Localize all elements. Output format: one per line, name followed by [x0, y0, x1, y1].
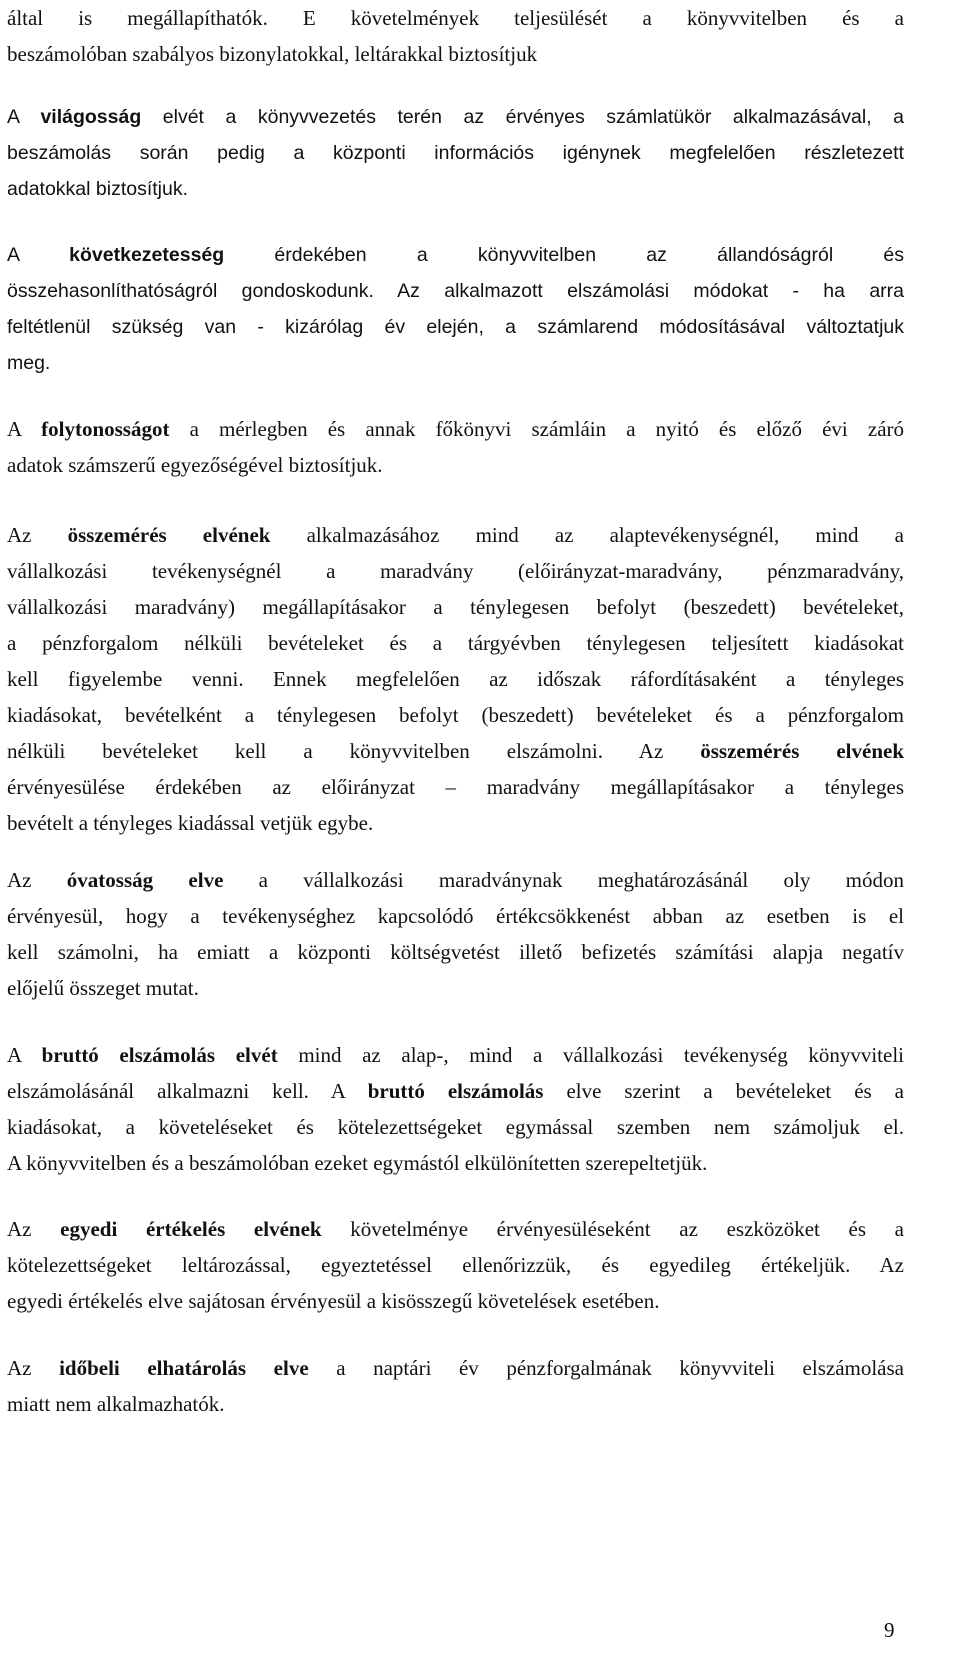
text-run: a mérlegben és annak főkönyvi számláin a nyitó és előző évi záró	[169, 417, 905, 441]
text-line	[7, 1211, 904, 1247]
text-line	[7, 697, 904, 733]
text-run: egyedi értékelés elve sajátosan érvényesül a kisösszegű követelések esetében.	[7, 1289, 660, 1313]
bold-term: bruttó elszámolás	[367, 1079, 544, 1103]
text-line	[7, 0, 904, 36]
bold-term: összemérés elvének	[700, 739, 904, 763]
text-run: A könyvvitelben és a beszámolóban ezeket egymástól elkülönítetten szerepeltetjük.	[7, 1151, 708, 1175]
paragraph-idobeli-elhatarolas	[7, 1350, 904, 1422]
text-run: beszámolóban szabályos bizonylatokkal, leltárakkal biztosítjuk	[7, 42, 538, 66]
text-run: meg.	[7, 352, 51, 374]
paragraph-brutto-elszamolas	[7, 1037, 904, 1181]
text-line	[7, 1037, 904, 1073]
text-line	[7, 625, 904, 661]
text-line	[7, 1283, 904, 1319]
text-run: érvényesül, hogy a tevékenységhez kapcsolódó értékcsökkenést abban az esetben is el	[7, 904, 904, 928]
text-run: elvét a könyvvezetés terén az érvényes számlatükör alkalmazásával, a	[141, 106, 904, 128]
text-line	[7, 1145, 904, 1181]
text-line	[7, 589, 904, 625]
text-run: kell számolni, ha emiatt a központi költségvetést illető befizetés számítási alapja negatív	[7, 940, 904, 964]
bold-term: időbeli elhatárolás elve	[59, 1356, 309, 1380]
paragraph-egyedi-ertekeles	[7, 1211, 904, 1319]
text-run: elszámolásánál alkalmazni kell. A	[7, 1079, 368, 1103]
text-line	[7, 447, 904, 483]
paragraph-folytonossag	[7, 411, 904, 483]
text-line	[7, 1247, 904, 1283]
text-run: adatok számszerű egyezőségével biztosítjuk.	[7, 453, 383, 477]
paragraph-ovatossag	[7, 862, 904, 1006]
text-line	[7, 733, 904, 769]
text-run: kell figyelembe venni. Ennek megfelelően az időszak ráfordításaként a tényleges	[7, 667, 904, 691]
text-line	[7, 934, 904, 970]
text-run: miatt nem alkalmazhatók.	[7, 1392, 225, 1416]
text-line	[7, 135, 904, 171]
text-line	[7, 411, 904, 447]
text-run: Az	[7, 1356, 60, 1380]
text-line	[7, 345, 904, 381]
bold-term: bruttó elszámolás elvét	[41, 1043, 278, 1067]
paragraph-kovetkezetesseg	[7, 237, 904, 381]
text-run: A	[7, 106, 41, 128]
text-run: követelménye érvényesüléseként az eszközöket és a	[321, 1217, 905, 1241]
bold-term: folytonosságot	[41, 417, 170, 441]
text-line	[7, 661, 904, 697]
text-run: érvényesülése érdekében az előirányzat – maradvány megállapításakor a tényleges	[7, 775, 904, 799]
bold-term: világosság	[40, 106, 142, 128]
bold-term: összemérés elvének	[67, 523, 271, 547]
text-line	[7, 237, 904, 273]
text-run: adatokkal biztosítjuk.	[7, 178, 189, 200]
text-line	[7, 805, 904, 841]
page-number: 9	[884, 1618, 895, 1642]
text-line	[7, 898, 904, 934]
text-run: Az	[7, 868, 67, 892]
text-line	[7, 553, 904, 589]
text-run: előjelű összeget mutat.	[7, 976, 199, 1000]
text-run: Az	[7, 523, 68, 547]
text-run: mind az alap-, mind a vállalkozási tevékenység könyvviteli	[277, 1043, 904, 1067]
text-run: a vállalkozási maradványnak meghatározásánál oly módon	[223, 868, 904, 892]
bold-term: következetesség	[69, 244, 225, 266]
text-run: bevételt a tényleges kiadással vetjük egybe.	[7, 811, 374, 835]
text-run: beszámolás során pedig a központi információs igénynek megfelelően részletezett	[7, 142, 904, 164]
text-run: a pénzforgalom nélküli bevételeket és a tárgyévben ténylegesen teljesített kiadásokat	[7, 631, 904, 655]
text-run: kötelezettségeket leltározással, egyeztetéssel ellenőrizzük, és egyedileg értékeljük. Az	[7, 1253, 904, 1277]
text-run: kiadásokat, a követeléseket és kötelezettségeket egymással szemben nem számoljuk el.	[7, 1115, 904, 1139]
text-run: A	[7, 1043, 42, 1067]
text-run: vállalkozási maradvány) megállapításakor a ténylegesen befolyt (beszedett) bevételeket,	[7, 595, 904, 619]
text-line	[7, 309, 904, 345]
text-line	[7, 99, 904, 135]
text-run: nélküli bevételeket kell a könyvvitelben elszámolni. Az	[7, 739, 701, 763]
bold-term: óvatosság elve	[66, 868, 224, 892]
text-line	[7, 171, 904, 207]
text-run: A	[7, 417, 42, 441]
text-line	[7, 1386, 904, 1422]
text-line	[7, 862, 904, 898]
text-line	[7, 1350, 904, 1386]
text-line	[7, 1073, 904, 1109]
text-run: által is megállapíthatók. E követelmények teljesülését a könyvvitelben és a	[7, 6, 904, 30]
paragraph-intro-continuation	[7, 0, 904, 72]
paragraph-vilagossag	[7, 99, 904, 207]
text-run: elve szerint a bevételeket és a	[543, 1079, 904, 1103]
bold-term: egyedi értékelés elvének	[60, 1217, 322, 1241]
text-run: Az	[7, 1217, 61, 1241]
text-line	[7, 517, 904, 553]
paragraph-osszemeres	[7, 517, 904, 841]
text-run: alkalmazásához mind az alaptevékenységnél, mind a	[270, 523, 904, 547]
text-line	[7, 970, 904, 1006]
text-run: összehasonlíthatóságról gondoskodunk. Az alkalmazott elszámolási módokat - ha arra	[7, 280, 904, 302]
text-run: kiadásokat, bevételként a ténylegesen befolyt (beszedett) bevételeket és a pénzforgalom	[7, 703, 904, 727]
text-run: vállalkozási tevékenységnél a maradvány (előirányzat-maradvány, pénzmaradvány,	[7, 559, 904, 583]
text-line	[7, 273, 904, 309]
text-run: feltétlenül szükség van - kizárólag év elején, a számlarend módosításával változtatjuk	[7, 316, 904, 338]
text-line	[7, 36, 904, 72]
text-run: érdekében a könyvvitelben az állandóságról és	[224, 244, 904, 266]
text-run: A	[7, 244, 70, 266]
text-run: a naptári év pénzforgalmának könyvviteli elszámolása	[308, 1356, 904, 1380]
text-line	[7, 769, 904, 805]
text-line	[7, 1109, 904, 1145]
